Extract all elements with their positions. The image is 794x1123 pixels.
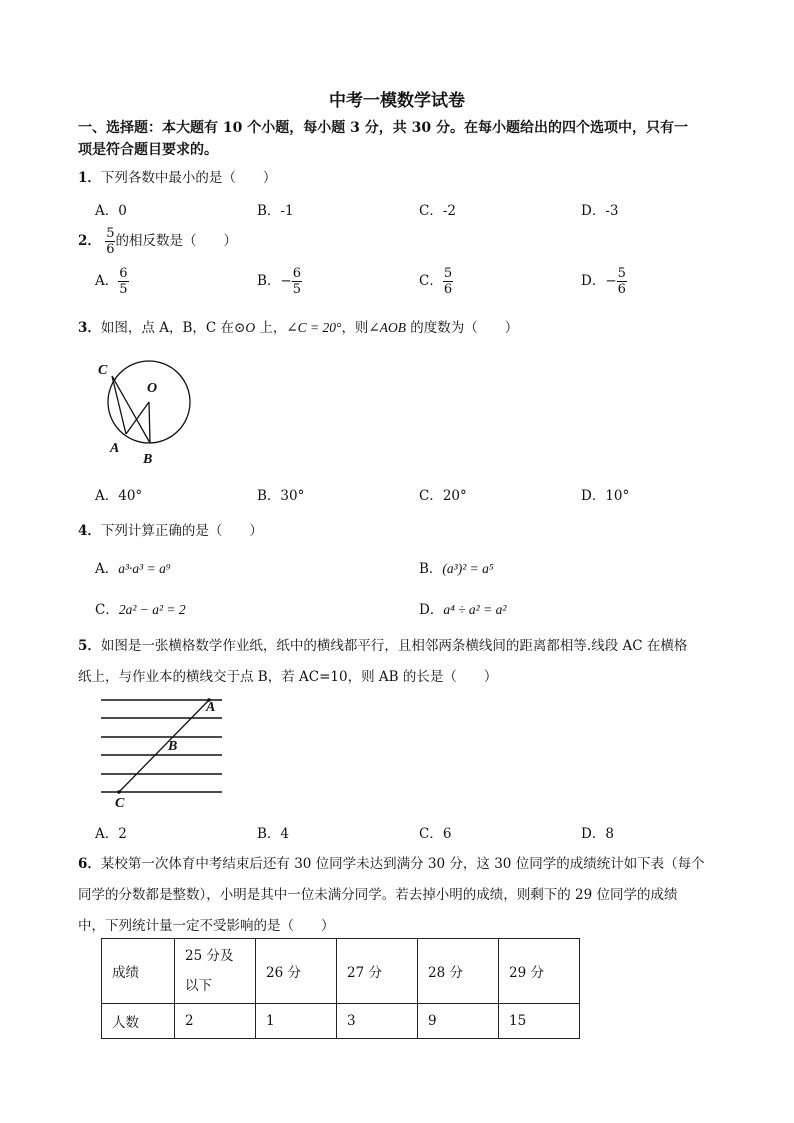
question-text: 上， [255, 320, 287, 336]
table-cell: 29 分 [499, 939, 580, 1004]
table-cell: 2 [175, 1004, 256, 1039]
circle-figure [92, 356, 202, 468]
option-label: D． [581, 273, 606, 289]
fraction [292, 266, 302, 297]
q2-option-a[interactable] [95, 266, 129, 297]
option-sign: − [605, 273, 617, 289]
fraction-numerator: 6 [119, 266, 128, 281]
option-label: C． [419, 273, 443, 289]
fraction-denominator: 6 [443, 282, 453, 297]
q2-option-d[interactable] [581, 266, 627, 297]
circle-name: O [245, 320, 256, 335]
question-text: 某校第一次体育中考结束后还有 30 位同学未达到满分 30 分，这 30 位同学的成绩统计如下表（每个 [100, 856, 705, 872]
table-row [102, 1004, 580, 1039]
table-cell: 26 分 [256, 939, 337, 1004]
point-label-o: O [147, 381, 158, 396]
q1-option-a[interactable]: A．0 [95, 203, 127, 219]
q5-option-d[interactable]: D．8 [581, 826, 614, 842]
point-label-b: B [143, 452, 153, 467]
question-6-line3: 中，下列统计量一定不受影响的是（ ） [78, 918, 335, 934]
fraction-denominator: 6 [617, 282, 626, 297]
point-label-a: A [206, 700, 216, 715]
fraction [443, 266, 453, 297]
option-label: A． [95, 273, 119, 289]
q4-option-a[interactable] [95, 557, 171, 577]
point-label-c: C [98, 363, 108, 378]
question-3 [78, 316, 518, 336]
angle-c: ∠C = 20° [286, 320, 342, 335]
question-1 [78, 166, 276, 186]
table-cell: 15 [499, 1004, 580, 1039]
question-6-line2: 同学的分数都是整数），小明是其中一位未满分同学。若去掉小明的成绩，则剩下的 29 位同学的成绩 [78, 887, 678, 903]
option-expression: 2a² − a² = 2 [118, 602, 186, 617]
question-number: 3． [78, 320, 101, 336]
q4-option-b[interactable] [419, 557, 494, 577]
question-4 [78, 519, 263, 539]
q2-option-b[interactable] [257, 266, 302, 297]
table-cell: 25 分及以下 [175, 939, 256, 1004]
score-table [101, 938, 580, 1039]
fraction [617, 266, 627, 297]
fraction-numerator: 5 [443, 266, 453, 281]
fraction-denominator: 5 [292, 282, 302, 297]
question-number: 2． [78, 233, 101, 249]
point-label-c: C [115, 796, 125, 811]
question-text: 的相反数是（ ） [115, 233, 237, 249]
fraction [118, 266, 128, 297]
q2-option-c[interactable] [419, 266, 453, 297]
question-6-line1 [78, 852, 705, 872]
question-number: 4． [78, 523, 101, 539]
q1-option-c[interactable]: C．-2 [419, 203, 456, 219]
option-label: A． [95, 561, 119, 577]
lined-paper-figure [95, 693, 235, 813]
question-text: 下列各数中最小的是（ ） [100, 170, 277, 186]
table-cell: 28 分 [418, 939, 499, 1004]
fraction-numerator: 5 [617, 266, 626, 281]
option-label: B． [419, 561, 443, 577]
option-expression: a⁴ ÷ a² = a² [443, 602, 507, 617]
q5-option-c[interactable]: C．6 [419, 826, 452, 842]
question-text: ，则 [341, 320, 369, 336]
table-cell: 3 [337, 1004, 418, 1039]
q3-option-c[interactable]: C．20° [419, 488, 467, 504]
q3-option-d[interactable]: D．10° [581, 488, 630, 504]
section-heading-line1: 一、选择题：本大题有 10 个小题，每小题 3 分，共 30 分。在每小题给出的四个选项中，只有一 [78, 120, 688, 136]
table-row [102, 939, 580, 1004]
table-cell: 人数 [102, 1004, 175, 1039]
question-number: 6． [78, 856, 101, 872]
q4-option-d[interactable] [419, 598, 506, 618]
question-5-line2: 纸上，与作业本的横线交于点 B，若 AC=10，则 AB 的长是（ ） [78, 669, 498, 685]
option-sign: − [280, 273, 292, 289]
table-cell: 27 分 [337, 939, 418, 1004]
question-2 [78, 226, 237, 257]
q5-option-a[interactable]: A．2 [95, 826, 127, 842]
point-label-b: B [168, 739, 178, 754]
table-cell: 1 [256, 1004, 337, 1039]
table-cell: 成绩 [102, 939, 175, 1004]
question-text: 下列计算正确的是（ ） [100, 523, 263, 539]
fraction-denominator: 6 [106, 242, 115, 257]
q5-option-b[interactable]: B．4 [257, 826, 290, 842]
fraction-denominator: 5 [119, 282, 128, 297]
fraction-numerator: 6 [292, 266, 302, 281]
segment-ac [119, 700, 209, 792]
q1-option-d[interactable]: D．-3 [581, 203, 619, 219]
option-label: B． [257, 273, 281, 289]
point-c [117, 790, 121, 794]
angle-aob: ∠AOB [368, 320, 406, 335]
q3-option-a[interactable]: A．40° [95, 488, 143, 504]
question-number: 1． [78, 170, 101, 186]
question-text: 的度数为（ ） [406, 320, 519, 336]
question-number: 5． [78, 638, 101, 654]
q3-option-b[interactable]: B．30° [257, 488, 305, 504]
question-text: 如图，点 A，B，C 在⊙ [100, 320, 246, 336]
section-heading-line2: 项是符合题目要求的。 [78, 142, 218, 158]
question-text: 如图是一张横格数学作业纸，纸中的横线都平行，且相邻两条横线间的距离都相等.线段 AC 在横格 [100, 638, 688, 654]
fraction [105, 226, 115, 257]
q1-option-b[interactable]: B．-1 [257, 203, 294, 219]
q4-option-c[interactable] [95, 598, 186, 618]
fraction-numerator: 5 [106, 226, 115, 241]
option-expression: a³·a³ = a⁹ [118, 561, 171, 576]
segment-ca [112, 376, 126, 434]
question-5-line1 [78, 634, 687, 654]
point-label-a: A [110, 441, 120, 456]
segment-ob [149, 402, 150, 443]
option-label: C． [95, 602, 119, 618]
table-cell: 9 [418, 1004, 499, 1039]
option-label: D． [419, 602, 444, 618]
option-expression: (a³)² = a⁵ [442, 561, 494, 576]
page-title: 中考一模数学试卷 [329, 91, 465, 111]
